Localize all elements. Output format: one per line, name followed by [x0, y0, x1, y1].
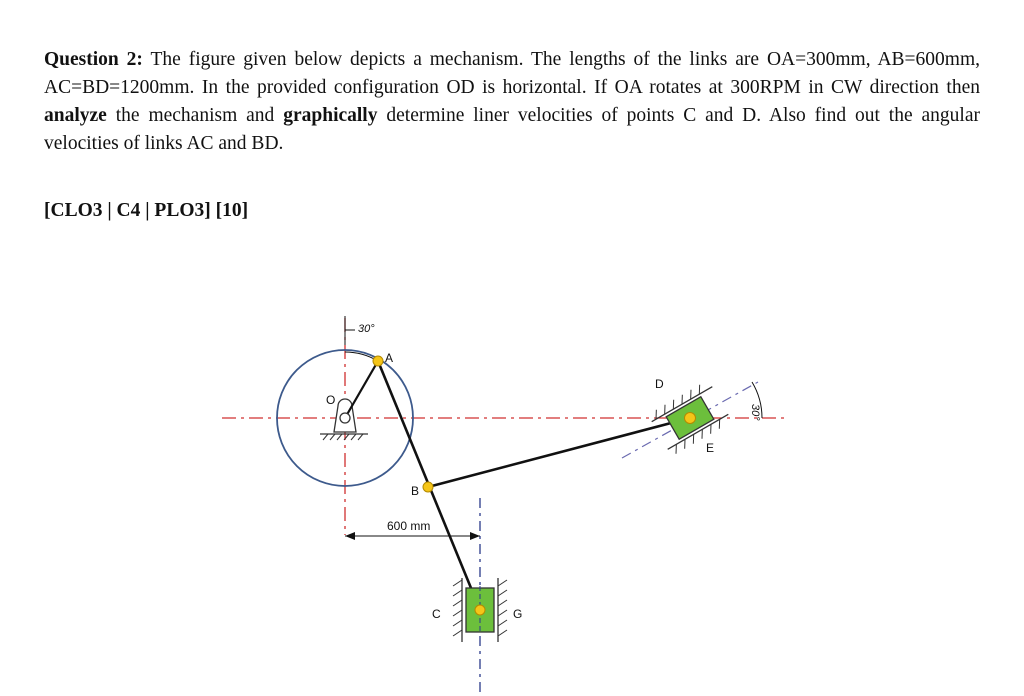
- joint-d: [685, 413, 696, 424]
- label-a: A: [385, 351, 394, 365]
- question-bold-analyze: analyze: [44, 105, 107, 126]
- link-oa: [345, 361, 378, 418]
- label-e: E: [706, 441, 715, 455]
- label-o: O: [326, 393, 336, 407]
- label-b: B: [411, 484, 420, 498]
- label-d: D: [655, 377, 664, 391]
- dimension-arrow-right: [470, 532, 480, 540]
- joint-a: [373, 356, 383, 366]
- question-seg2: the mechanism and: [106, 105, 284, 126]
- joint-c: [475, 605, 485, 615]
- clo-tag: [CLO3 | C4 | PLO3] [10]: [44, 200, 249, 221]
- angle-right-label: 30°: [749, 404, 761, 421]
- question-label: Question 2:: [44, 49, 143, 70]
- label-c: C: [432, 607, 441, 621]
- joint-b: [423, 482, 433, 492]
- question-seg1: The figure given below depicts a mechanism. The lengths of the links are OA=300mm, AB=600mm, AC=BD=1200mm. In the provided configuration OD is horizontal. If OA rotates at 300RPM in CW direction then: [44, 49, 980, 98]
- joint-o: [340, 413, 350, 423]
- question-seg3: determine liner velocities of points C and D. Also find out the angular velocities of links AC and BD.: [44, 105, 981, 154]
- link-bd: [428, 418, 690, 487]
- question-bold-graphically: graphically: [283, 105, 378, 126]
- dimension-label: 600 mm: [387, 519, 431, 533]
- dimension-arrow-left: [345, 532, 355, 540]
- angle-top-label: 30°: [358, 323, 375, 335]
- label-g: G: [513, 607, 523, 621]
- ground-hatch-o: [323, 434, 363, 440]
